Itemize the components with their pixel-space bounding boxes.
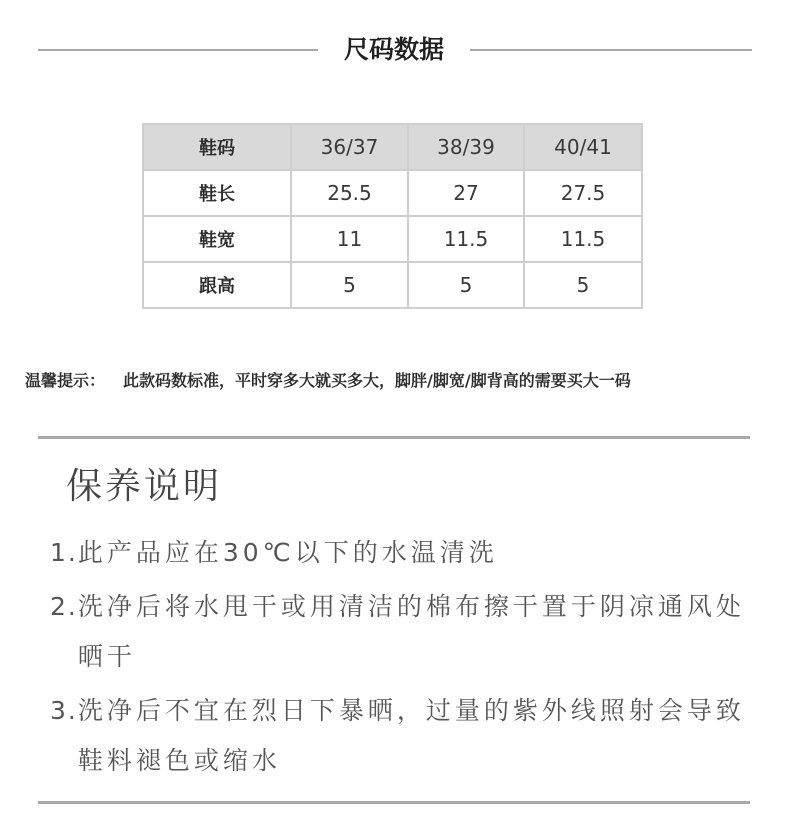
table-cell: 11 <box>291 216 408 262</box>
care-item-number: 1. <box>50 538 78 567</box>
page-title: 尺码数据 <box>343 35 444 64</box>
tip-label: 温馨提示： <box>25 371 106 390</box>
section-header <box>0 30 790 70</box>
care-item <box>50 528 750 578</box>
table-header-cell: 38/39 <box>408 124 524 170</box>
section-divider <box>38 436 750 439</box>
table-cell: 5 <box>291 262 408 308</box>
table-cell: 11.5 <box>524 216 642 262</box>
table-cell: 11.5 <box>408 216 524 262</box>
table-header-cell: 鞋码 <box>143 124 291 170</box>
title-divider-left <box>38 49 318 51</box>
tip-text: 此款码数标准，平时穿多大就买多大，脚胖/脚宽/脚背高的需要买大一码 <box>123 371 631 390</box>
care-item-text: 此产品应在30℃以下的水温清洗 <box>77 538 498 567</box>
table-cell: 5 <box>408 262 524 308</box>
table-cell: 25.5 <box>291 170 408 216</box>
table-header-cell: 36/37 <box>291 124 408 170</box>
care-item-number: 2. <box>50 592 78 621</box>
row-label: 鞋宽 <box>143 216 291 262</box>
care-item-number: 3. <box>50 696 78 725</box>
care-item-text: 洗净后不宜在烈日下暴晒，过量的紫外线照射会导致鞋料褪色或缩水 <box>77 696 745 775</box>
size-tip <box>25 367 775 395</box>
row-label: 跟高 <box>143 262 291 308</box>
table-cell: 27.5 <box>524 170 642 216</box>
care-item-text: 洗净后将水甩干或用清洁的棉布擦干置于阴凉通风处晒干 <box>77 592 745 671</box>
row-label: 鞋长 <box>143 170 291 216</box>
care-title: 保养说明 <box>66 466 223 507</box>
size-table <box>142 123 643 309</box>
table-cell: 5 <box>524 262 642 308</box>
table-row <box>143 262 642 308</box>
care-list <box>50 528 750 790</box>
table-row <box>143 170 642 216</box>
table-cell: 27 <box>408 170 524 216</box>
table-row <box>143 216 642 262</box>
care-item <box>50 686 750 786</box>
title-divider-right <box>470 49 752 51</box>
section-divider <box>38 801 750 804</box>
care-item <box>50 582 750 682</box>
table-header-cell: 40/41 <box>524 124 642 170</box>
table-header-row <box>143 124 642 170</box>
